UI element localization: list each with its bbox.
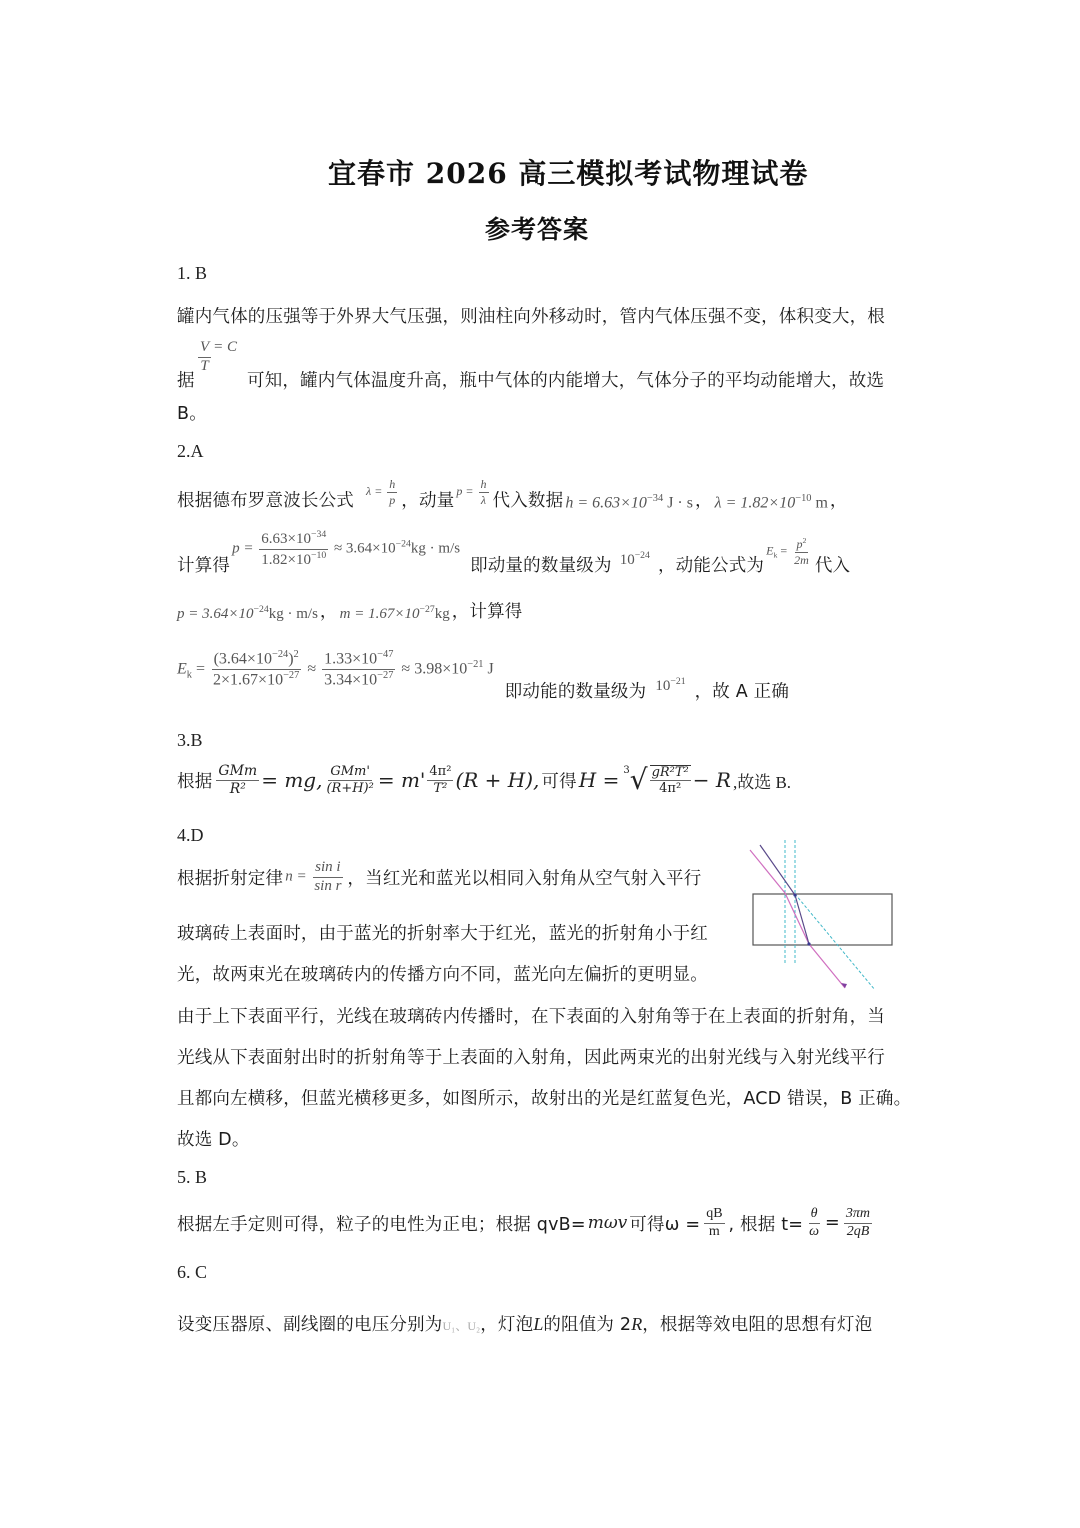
answer-4-line-4: 由于上下表面平行，光线在玻璃砖内传播时，在下表面的入射角等于在上表面的折射角，当 bbox=[177, 1007, 885, 1027]
answer-6-number: 6. C bbox=[177, 1262, 208, 1282]
momentum-formula: p = $\frac{h}{\lambda}$ bbox=[456, 477, 487, 507]
answer-4-line-5: 光线从下表面射出时的折射角等于上表面的入射角，因此两束光的出射光线与入射光线平行 bbox=[177, 1048, 885, 1068]
answer-1-line-1: 罐内气体的压强等于外界大气压强，则油柱向外移动时，管内气体压强不变，体积变大，根 bbox=[177, 307, 885, 327]
answer-4-line-3: 光，故两束光在玻璃砖内的传播方向不同，蓝光向左偏折的更明显。 bbox=[177, 965, 708, 985]
answer-4-line-1: 根据折射定律 n = $\frac{\text{sin i}}{\text{sin r}}$ ，当红光和蓝光以相同入射角从空气射入平行 bbox=[177, 859, 702, 894]
answer-1-line-3: B。 bbox=[177, 404, 207, 424]
kinetic-energy-calculation: $E_k$ = $\frac{(3.64\times 10^{-24})^2}{2\times 1.67\times 10^{-27}}$ ≈ $\frac{1.33\times 10^{-47}}{3.34\times 10^{-27}}$ ≈ $3.98\times 10^{-21}$ J bbox=[177, 649, 494, 689]
de-broglie-formula: λ = $\frac{h}{p}$ bbox=[366, 477, 396, 507]
document-title: 宜春市 2026 高三模拟考试物理试卷 bbox=[328, 157, 809, 190]
answer-3-line-1: 根据 $\frac{\text{GMm}}{\text{R²}}$ = mg, $\frac{\text{GMm'}}{\text{(R+H)²}}$ = m' $\frac{\text{4π²}}{\text{T²}}$ (R + H), 可得 H = $^3$ √ $\frac{\text{gR²T²}}{\text{4π²}}$ − R ,故选 B. bbox=[177, 763, 792, 797]
red-ray bbox=[750, 850, 845, 988]
answer-2-number: 2.A bbox=[177, 441, 204, 461]
answer-5-number: 5. B bbox=[177, 1167, 208, 1187]
answer-2-line-2: 计算得 p = $\frac{6.63\times 10^{-34}}{1.82\times 10^{-10}}$ ≈ $3.64\times 10^{-24}kg \cdot m/s$ 即动量的数量级为 $10^{-24}$ ，动能公式为 $E_k$ = $\frac{p^2}{2m}$ 代入 bbox=[177, 529, 851, 576]
momentum-calculation: p = $\frac{6.63\times 10^{-34}}{1.82\times 10^{-10}}$ ≈ $3.64\times 10^{-24}kg \cdot m/s$ bbox=[232, 529, 461, 568]
answer-6-line-1: 设变压器原、副线圈的电压分别为 U₁、U₂ ，灯泡 L 的阻值为 2 R ，根据等效电阻的思想有灯泡 bbox=[177, 1314, 873, 1335]
answer-2-line-1: 根据德布罗意波长公式 λ = $\frac{h}{p}$ ，动量 p = $\frac{h}{\lambda}$ 代入数据 $h = 6.63\times 10^{-34}$ J · s ， $\lambda = 1.82\times 10^{-10}$ m ， bbox=[177, 477, 848, 512]
answer-4-line-7: 故选 D。 bbox=[177, 1130, 250, 1150]
glass-slab bbox=[753, 894, 892, 945]
height-result: H = $^3$ √ $\frac{\text{gR²T²}}{\text{4π²}}$ − R bbox=[578, 763, 731, 797]
refraction-law-formula: n = $\frac{\text{sin i}}{\text{sin r}}$ bbox=[285, 859, 342, 894]
answer-1-line-2-prefix: 据 bbox=[177, 371, 195, 391]
refraction-diagram bbox=[745, 840, 905, 1000]
answer-3-number: 3.B bbox=[177, 730, 203, 750]
answer-2-line-4: $E_k$ = $\frac{(3.64\times 10^{-24})^2}{2\times 1.67\times 10^{-27}}$ ≈ $\frac{1.33\times 10^{-47}}{3.34\times 10^{-27}}$ ≈ $3.98\times 10^{-21}$ J 即动能的数量级为 $10^{-21}$ ，故 A 正确 bbox=[177, 649, 790, 703]
answer-4-line-2: 玻璃砖上表面时，由于蓝光的折射率大于红光，蓝光的折射角小于红 bbox=[177, 924, 708, 944]
answer-4-number: 4.D bbox=[177, 825, 204, 845]
answer-1-formula: $\frac{V}{T}$ = C bbox=[200, 338, 238, 374]
answer-5-line-1: 根据左手定则可得，粒子的电性为正电；根据 qvB= mωv 可得ω = $\frac{qB}{m}$ , 根据 t= $\frac{\theta}{\omega}$ = $\frac{3\pi m}{2qB}$ bbox=[177, 1206, 871, 1239]
answer-4-line-6: 且都向左横移，但蓝光横移更多，如图所示，故射出的光是红蓝复色光，ACD 错误，B 正确。 bbox=[177, 1089, 912, 1109]
answer-2-line-3: $p = 3.64\times 10^{-24}kg \cdot m/s$ ， $m = 1.67\times 10^{-27}kg$ ，计算得 bbox=[177, 602, 523, 622]
answer-1-number: 1. B bbox=[177, 263, 208, 283]
document-subtitle: 参考答案 bbox=[485, 215, 590, 244]
answer-1-line-2: 可知，罐内气体温度升高，瓶中气体的内能增大，气体分子的平均动能增大，故选 bbox=[247, 371, 885, 391]
orbit-formula: $\frac{\text{GMm}}{\text{R²}}$ = mg, $\frac{\text{GMm'}}{\text{(R+H)²}}$ = m' $\frac{\text{4π²}}{\text{T²}}$ (R + H), bbox=[218, 763, 540, 797]
kinetic-energy-formula: $E_k$ = $\frac{p^2}{2m}$ bbox=[766, 536, 809, 567]
